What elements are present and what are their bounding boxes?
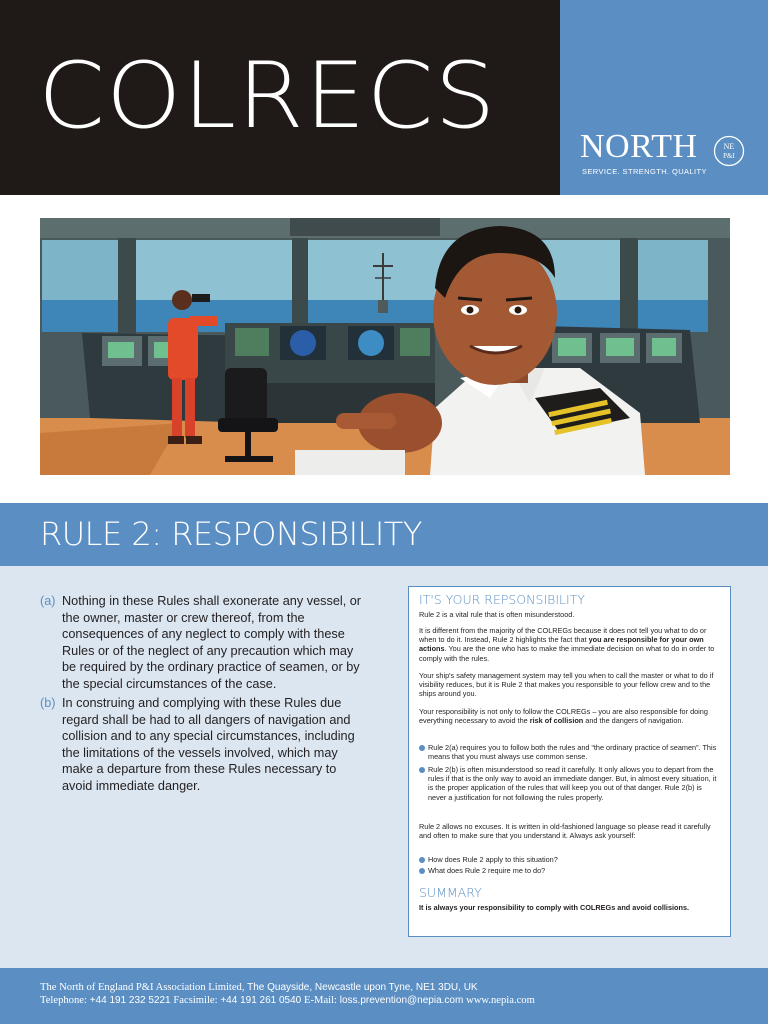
- rule-title: RULE 2: RESPONSIBILITY: [40, 515, 422, 553]
- clause-text: In construing and complying with these Rules due regard shall be had to all dangers of navigation and collision and to any special circumstances, including the limitations of the vessels involved, which may make a departure from these Rules necessary to avoid immediate danger.: [62, 696, 355, 793]
- bullet-icon: [419, 857, 425, 863]
- svg-text:P&I: P&I: [723, 152, 735, 160]
- list-item: What does Rule 2 require me to do?: [419, 866, 721, 875]
- svg-text:NE: NE: [723, 142, 735, 151]
- box-heading: IT'S YOUR REPSONSIBILITY: [419, 592, 585, 607]
- footer-contact-line: Telephone: +44 191 232 5221 Facsimile: +44 191 261 0540 E-Mail: loss.prevention@nepia.com www.nepia.com: [40, 995, 535, 1006]
- page-title: COLRECS: [38, 42, 497, 149]
- list-item: Rule 2(a) requires you to follow both the rules and “the ordinary practice of seamen”. This means that you must always use common sense.: [419, 743, 721, 761]
- list-item: How does Rule 2 apply to this situation?: [419, 855, 721, 864]
- footer-address-line: The North of England P&I Association Limited, The Quayside, Newcastle upon Tyne, NE1 3DU, UK: [40, 982, 478, 993]
- box-paragraph: Your ship's safety management system may tell you when to call the master or what to do if visibility reduces, but it is Rule 2 that makes you responsible to your fellow crew and to the ships around you.: [419, 671, 714, 699]
- clause-b: [40, 695, 370, 794]
- clause-a: [40, 593, 370, 692]
- website-link[interactable]: www.nepia.com: [466, 995, 535, 1006]
- box-paragraph: Rule 2 allows no excuses. It is written in old-fashioned language so please read it carefully and often to make sure that you understand it. Always ask yourself:: [419, 822, 711, 841]
- bullet-icon: [419, 745, 425, 751]
- brand-tagline: SERVICE. STRENGTH. QUALITY: [582, 167, 707, 176]
- list-item: Rule 2(b) is often misunderstood so read it carefully. It only allows you to depart from the rules if that is the only way to avoid an immediate danger. But, in almost every situation, it is the proper application of the rules that will keep you out of that danger. Rule 2(b) is never a justification for not following the rules properly.: [419, 765, 721, 802]
- brand-logo-icon: [713, 135, 745, 167]
- email-link[interactable]: loss.prevention@nepia.com: [336, 995, 467, 1006]
- box-paragraph: Rule 2 is a vital rule that is often misunderstood.: [419, 610, 575, 619]
- box-paragraph: Your responsibility is not only to follow the COLREGs – you are also responsible for doing everything necessary to avoid the risk of collision and the dangers of navigation.: [419, 707, 708, 726]
- summary-text: It is always your responsibility to comply with COLREGs and avoid collisions.: [419, 903, 690, 912]
- box-paragraph: It is different from the majority of the COLREGs because it does not tell you what to do or when to do it. Instead, Rule 2 highlights the fact that you are responsible for your own actions. You are the one who has to make the immediate decision on what to do in order to comply with the rules.: [419, 626, 715, 663]
- clause-letter: (a): [40, 594, 56, 608]
- bullet-icon: [419, 767, 425, 773]
- clause-letter: (b): [40, 696, 56, 710]
- bullet-icon: [419, 868, 425, 874]
- brand-name: NORTH: [580, 128, 698, 165]
- clause-text: Nothing in these Rules shall exonerate any vessel, or the owner, master or crew thereof, from the consequences of any neglect to comply with these Rules or of the neglect of any precaution which may be required by the ordinary practice of seamen, or by the special circumstances of the case.: [62, 594, 362, 691]
- summary-heading: SUMMARY: [419, 885, 482, 900]
- bridge-illustration: [40, 218, 730, 475]
